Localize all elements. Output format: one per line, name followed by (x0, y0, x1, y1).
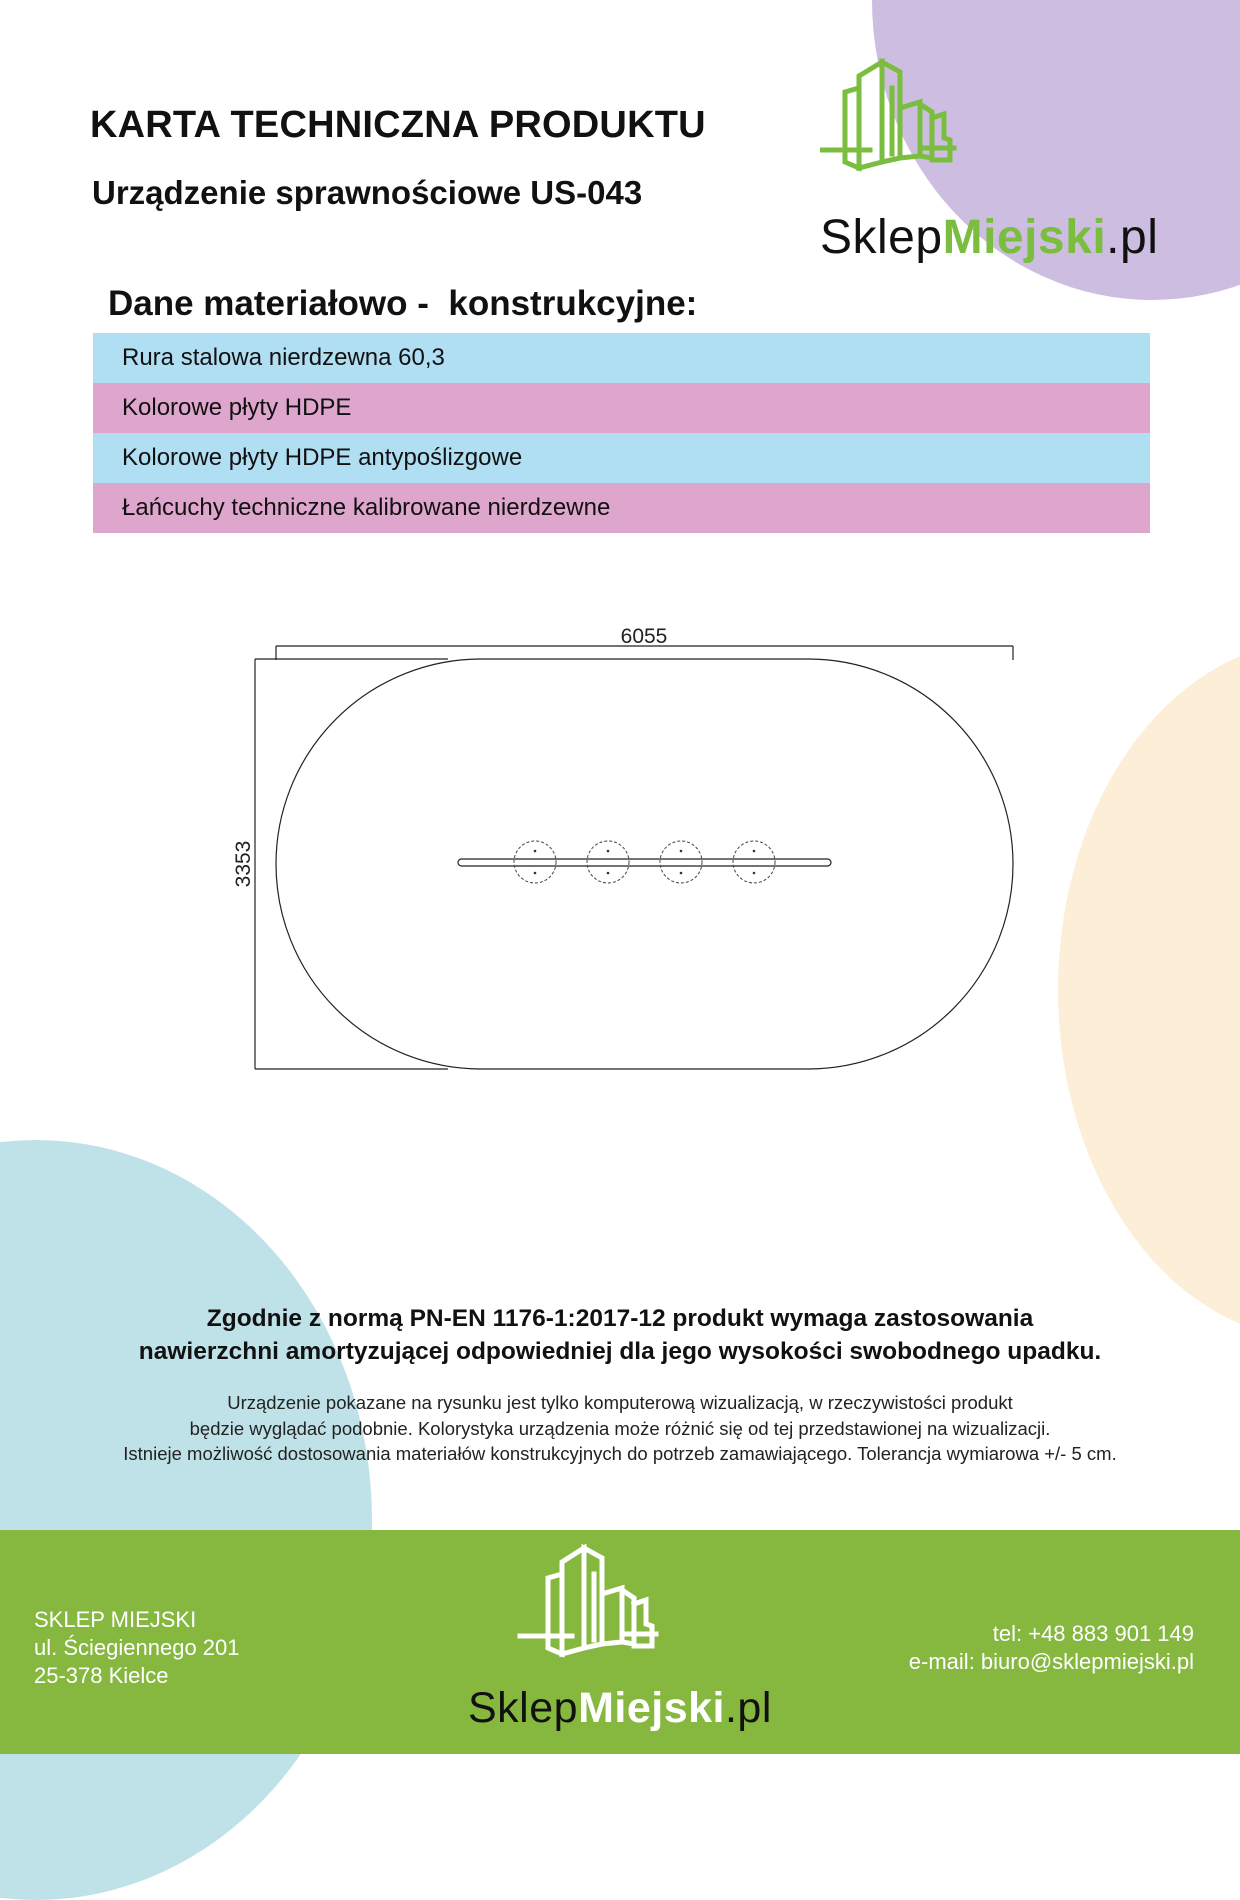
list-item: Kolorowe płyty HDPE (93, 383, 1150, 433)
platform-circle (514, 841, 556, 883)
height-dimension-label: 3353 (232, 840, 255, 888)
brand-logo (820, 58, 1160, 268)
contact-info (909, 1620, 1194, 1676)
footer-brand-logo-text: SklepMiejski.pl (468, 1684, 772, 1732)
width-dimension-label: 6055 (620, 625, 668, 648)
platform-circle (587, 841, 629, 883)
company-address (34, 1606, 240, 1690)
email-address[interactable]: e-mail: biuro@sklepmiejski.pl (908, 1649, 1194, 1674)
platform-circle (733, 841, 775, 883)
decorative-blue-circle (0, 1140, 372, 1900)
company-city: 25-378 Kielce (34, 1663, 169, 1688)
norm-notice (40, 1302, 1200, 1368)
product-subtitle: Urządzenie sprawnościowe US-043 (92, 174, 643, 211)
city-buildings-icon (820, 58, 1160, 208)
norm-line: Zgodnie z normą PN-EN 1176-1:2017-12 produkt wymaga zastosowania (206, 1305, 1034, 1332)
decorative-peach-circle (1058, 640, 1240, 1340)
disclaimer-line: Istnieje możliwość dostosowania materiałów konstrukcyjnych do potrzeb zamawiającego. Tolerancja wymiarowa +/- 5 cm. (123, 1443, 1117, 1464)
company-street: ul. Ściegiennego 201 (34, 1635, 240, 1660)
disclaimer-text (20, 1390, 1220, 1467)
phone-number[interactable]: tel: +48 883 901 149 (992, 1621, 1194, 1646)
safety-zone-outline (276, 659, 1013, 1069)
materials-heading: Dane materiałowo - konstrukcyjne: (108, 284, 698, 323)
technical-drawing (210, 610, 1040, 1080)
disclaimer-line: będzie wyglądać podobnie. Kolorystyka urządzenia może różnić się od tej przedstawionej na wizualizacji. (189, 1417, 1051, 1439)
disclaimer-line: Urządzenie pokazane na rysunku jest tylko komputerową wizualizacją, w rzeczywistości produkt (227, 1392, 1013, 1413)
list-item: Kolorowe płyty HDPE antypoślizgowe (93, 433, 1150, 483)
norm-line: nawierzchni amortyzującej odpowiedniej dla jego wysokości swobodnego upadku. (138, 1338, 1102, 1365)
city-buildings-icon (460, 1544, 780, 1684)
company-name: SKLEP MIEJSKI (34, 1607, 197, 1632)
platform-circle (660, 841, 702, 883)
brand-logo-text: SklepMiejski.pl (820, 211, 1159, 264)
materials-list (93, 333, 1150, 533)
list-item: Łańcuchy techniczne kalibrowane nierdzewne (93, 483, 1150, 533)
footer-brand-logo (460, 1544, 780, 1749)
list-item: Rura stalowa nierdzewna 60,3 (93, 333, 1150, 383)
footer (0, 1530, 1240, 1754)
page-title: KARTA TECHNICZNA PRODUKTU (90, 104, 706, 146)
